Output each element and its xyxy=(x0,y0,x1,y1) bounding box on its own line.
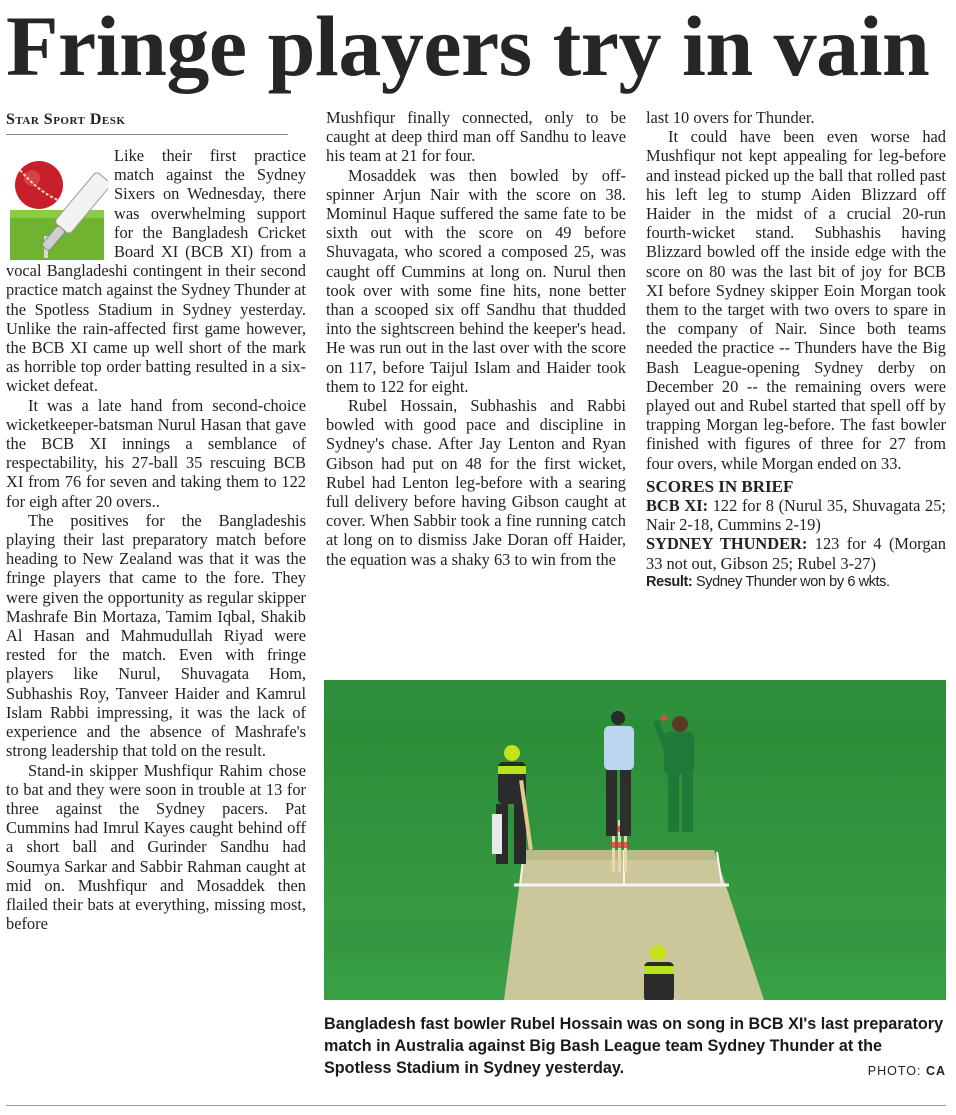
paragraph: Mosaddek was then bowled by off-spinner Arjun Nair with the score on 38. Mominul Haque suffered the same fate to be sixth out with the score on 49 before Shuvagata, who scored a composed 25, was caught off Cummins at long on. Nurul then took over with some fine hits, none better than a scooped six off Sandhu that thudded into the sightscreen behind the keeper's head. He was run out in the last over with the score on 117, before Taijul Islam and Haider took them to 122 for eight. xyxy=(326,165,626,396)
cricket-ball-icon xyxy=(6,152,108,260)
paragraph: The positives for the Bangladeshis playing their last preparatory match before heading to New Zealand was that it was the fringe players that came to the fore. They were given the opportunity as regular skipper Mashrafe Bin Mortaza, Tamim Iqbal, Shakib Al Hasan and Mahmudullah Riyad were rested for the match. Even with fringe players like Nurul, Shuvagata Hom, Subhashis Roy, Tanveer Haider and Kamrul Islam Rabbi impressing, it was the lack of experience and the absence of Mashrafe's strong leadership that told on the result. xyxy=(6,510,306,761)
paragraph: Mushfiqur finally connected, only to be caught at deep third man off Sandhu to leave his team at 21 for four. xyxy=(326,108,626,166)
credit-prefix: PHOTO: xyxy=(867,1064,922,1078)
byline: Star Sport Desk xyxy=(6,111,126,128)
paragraph: last 10 overs for Thunder. xyxy=(646,108,815,127)
match-photo xyxy=(324,680,946,1000)
score-team-label: BCB XI: xyxy=(646,496,709,516)
credit-source: CA xyxy=(925,1064,946,1078)
score-thunder xyxy=(646,534,946,572)
score-team-label: SYDNEY THUNDER: xyxy=(646,534,808,554)
score-text: 123 for 4 (Morgan 33 not out, Gibson 25; Rubel 3-27) xyxy=(646,534,946,573)
paragraph: It could have been even worse had Mushfiqur not kept appealing for leg-before and instead picked up the ball that rolled past his left leg to stump Aiden Blizzard off Haider in the midst of a crucial 20-run fourth-wicket stand. Subhashis having Blizzard bowled off the inside edge with the score on 80 was the last bit of joy for BCB XI before Sydney skipper Eoin Morgan took them to the target with two overs to spare in the company of Nair. Since both teams needed the practice -- Thunders have the Big Bash League-opening Sydney derby on December 20 -- the remaining overs were played out and Rubel started that spell off by trapping Morgan leg-before. The fast bowler finished with figures of three for 27 from four overs, while Morgan ended on 33. xyxy=(646,127,946,473)
result-label: Result: xyxy=(646,573,693,590)
paragraph: Stand-in skipper Mushfiqur Rahim chose to bat and they were soon in trouble at 13 for three against the Sydney pacers. Pat Cummins had Imrul Kayes caught behind off a short ball and Gurinder Sandhu had Soumya Sarkar and Sabbir Rahman caught at mid on. Mushfiqur and Mosaddek then flailed their bats at everything, missing most, before xyxy=(6,760,306,934)
paragraph: Rubel Hossain, Subhashis and Rabbi bowled with good pace and discipline in Sydney's chase. After Jay Lenton and Ryan Gibson had put on 48 for the first wicket, Rubel had Lenton leg-before with a searing full delivery before having Gibson caught at cover. When Sabbir took a fine running catch at long on to dismiss Jake Doran off Haider, the equation was a shaky 63 to win from the xyxy=(326,396,626,569)
headline: Fringe players try in vain xyxy=(6,0,930,94)
article-column-1 xyxy=(6,146,306,933)
match-result xyxy=(646,573,946,592)
result-text: Sydney Thunder won by 6 wkts. xyxy=(695,573,890,590)
article-column-3 xyxy=(646,108,946,592)
scores-heading: SCORES IN BRIEF xyxy=(646,476,794,496)
score-bcb xyxy=(646,496,946,534)
photo-caption: Bangladesh fast bowler Rubel Hossain was on song in BCB XI's last preparatory match in Australia against Big Bash League team Sydney Thunder at the Spotless Stadium in Sydney yesterday. xyxy=(324,1015,944,1077)
photo-credit xyxy=(868,1064,946,1078)
paragraph: Like their first practice match against the Sydney Sixers on Wednesday, there was overwhelming support for the Bangladesh Cricket Board XI (BCB XI) from a vocal Bangladeshi contingent in their second practice match against the Sydney Thunder at the Spotless Stadium in Sydney yesterday. Unlike the rain-affected first game however, the BCB XI came up well short of the mark as horrible top order batting resulted in a six-wicket defeat. xyxy=(6,146,306,396)
score-text: 122 for 8 (Nurul 35, Shuvagata 25; Nair 2-18, Cummins 2-19) xyxy=(646,496,946,535)
article-column-2 xyxy=(326,108,626,569)
bottom-rule xyxy=(6,1105,946,1106)
paragraph: It was a late hand from second-choice wicketkeeper-batsman Nurul Hasan that gave the BCB XI innings a semblance of respectability, his 27-ball 35 rescuing BCB XI from 76 for seven and taking them to 122 for eigh after 20 overs.. xyxy=(6,395,306,511)
byline-rule xyxy=(6,134,288,135)
